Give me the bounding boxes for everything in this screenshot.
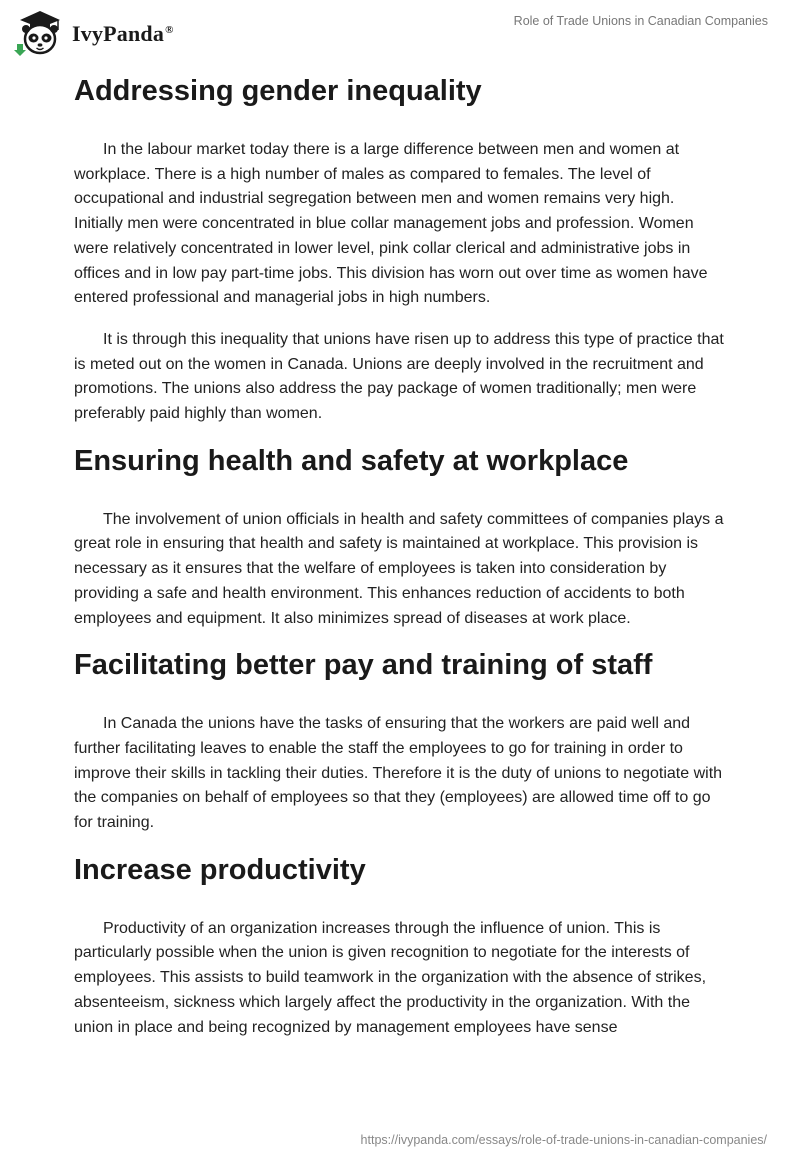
paragraph: The involvement of union officials in health and safety committees of companies plays a great role in ensuring that health and safety is maintained at workplace. This provision is necessary as it ensures that the welfare of employees is taken into consideration by providing a safe and health environment. This enhances reduction of accidents to both employees and equipment. It also minimizes spread of diseases at work place.: [74, 510, 724, 627]
page-header: [0, 0, 800, 70]
paragraph: In the labour market today there is a large difference between men and women at workplace. There is a high number of males as compared to females. The level of occupational and industrial segregation between men and women remains very high. Initially men were concentrated in blue collar management jobs and profession. Women were relatively concentrated in lower level, pink collar clerical and administrative jobs in offices and in low pay part-time jobs. This division has worn out over time as women have entered professional and managerial jobs in high numbers.: [74, 141, 708, 307]
section-productivity: [74, 849, 724, 1041]
source-url[interactable]: https://ivypanda.com/essays/role-of-trade-unions-in-canadian-companies/: [360, 1133, 767, 1147]
registered-mark: ®: [165, 23, 174, 36]
running-title: Role of Trade Unions in Canadian Companies: [513, 14, 768, 28]
ivypanda-logo[interactable]: [14, 8, 174, 56]
paragraph: In Canada the unions have the tasks of ensuring that the workers are paid well and further facilitating leaves to enable the staff the employees to go for training in order to improve their skills in tackling their duties. Therefore it is the duty of unions to negotiate with the companies on behalf of employees so that they (employees) are allowed time off to go for training.: [74, 715, 723, 832]
section-heading: Ensuring health and safety at workplace: [74, 444, 629, 477]
logo-wordmark: IvyPanda: [72, 21, 165, 46]
section-health-safety: [74, 440, 724, 632]
section-heading: Facilitating better pay and training of staff: [74, 649, 653, 682]
logo-text: [72, 21, 174, 47]
section-gender-inequality: [74, 70, 724, 427]
panda-graduate-icon: [14, 8, 66, 56]
section-pay-training: [74, 644, 724, 836]
paragraph: It is through this inequality that unions have risen up to address this type of practice that is meted out on the women in Canada. Unions are deeply involved in the recruitment and promotions. The unions also address the pay package of women traditionally; men were preferably paid highly than women.: [74, 330, 724, 423]
paragraph: Productivity of an organization increases through the influence of union. This is particularly possible when the union is given recognition to negotiate for the interests of employees. This assists to build teamwork in the organization with the absence of strikes, absenteeism, sickness which largely affect the productivity in the organization. With the union in place and being recognized by management employees have sense: [74, 919, 707, 1036]
section-heading: Increase productivity: [74, 853, 366, 886]
essay-body: [74, 70, 724, 1040]
section-heading: Addressing gender inequality: [74, 75, 482, 107]
